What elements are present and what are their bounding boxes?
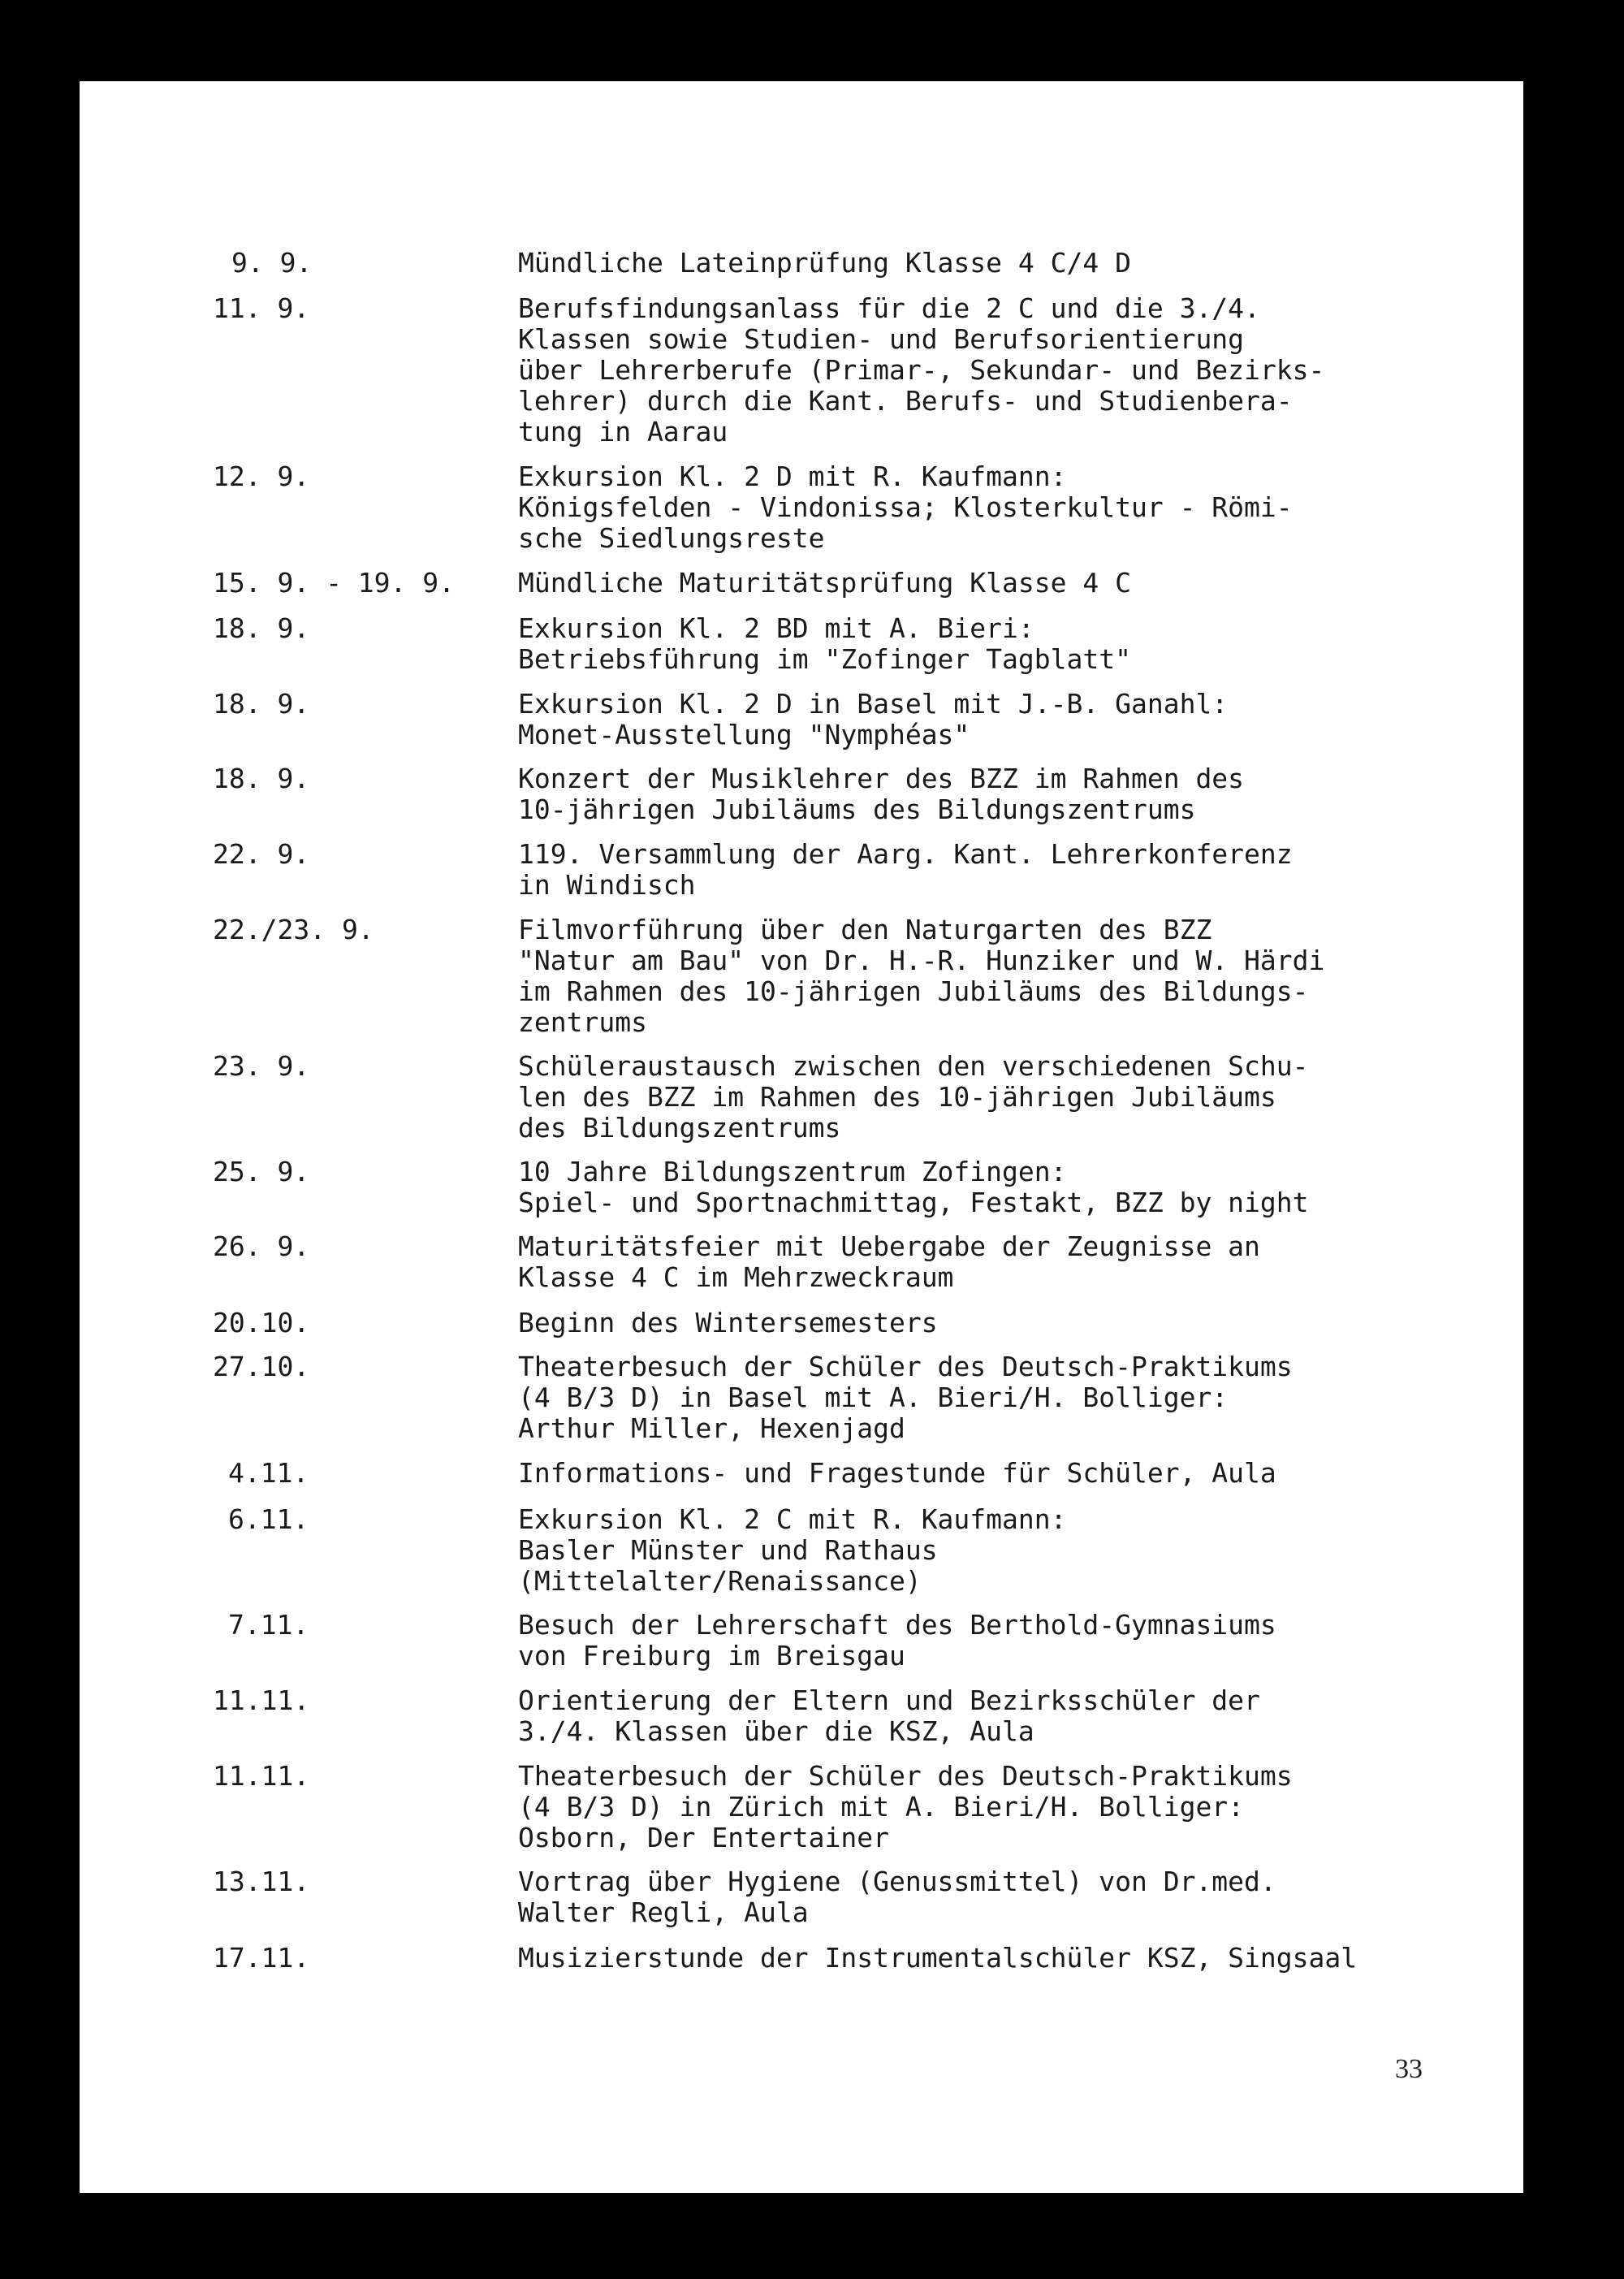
event-description: 10 Jahre Bildungszentrum Zofingen: Spiel- und Sportnachmittag, Festakt, BZZ by night xyxy=(518,1156,1309,1218)
page-number: 33 xyxy=(1395,2054,1423,2084)
event-description: Konzert der Musiklehrer des BZZ im Rahmen des 10-jährigen Jubiläums des Bildungszentrums xyxy=(518,763,1245,825)
event-date: 11. 9. xyxy=(213,292,310,324)
event-date: 20.10. xyxy=(213,1307,310,1338)
event-date: 7.11. xyxy=(228,1609,309,1641)
event-description: Beginn des Wintersemesters xyxy=(518,1307,938,1338)
event-description: Theaterbesuch der Schüler des Deutsch-Praktikums (4 B/3 D) in Zürich mit A. Bieri/H. Bolliger: Osborn, Der Entertainer xyxy=(518,1760,1293,1853)
event-date: 13.11. xyxy=(213,1866,310,1897)
event-date: 15. 9. - 19. 9. xyxy=(213,567,456,599)
event-date: 9. 9. xyxy=(231,247,313,279)
event-date: 22. 9. xyxy=(213,838,310,870)
event-description: Orientierung der Eltern und Bezirksschüler der 3./4. Klassen über die KSZ, Aula xyxy=(518,1684,1260,1747)
event-description: Exkursion Kl. 2 C mit R. Kaufmann: Basler Münster und Rathaus (Mittelalter/Renaissance) xyxy=(518,1503,1067,1597)
event-description: Berufsfindungsanlass für die 2 C und die 3./4. Klassen sowie Studien- und Berufsorientierung über Lehrerberufe (Primar-, Sekundar- und Bezirks- lehrer) durch die Kant. Berufs- und Studienbera- tung in Aarau xyxy=(518,292,1325,448)
event-date: 17.11. xyxy=(213,1942,310,1974)
event-date: 12. 9. xyxy=(213,461,310,492)
event-description: Vortrag über Hygiene (Genussmittel) von Dr.med. Walter Regli, Aula xyxy=(518,1866,1276,1928)
event-description: Musizierstunde der Instrumentalschüler KSZ, Singsaal xyxy=(518,1942,1358,1974)
event-date: 27.10. xyxy=(213,1351,310,1382)
event-date: 25. 9. xyxy=(213,1156,310,1187)
event-date: 23. 9. xyxy=(213,1050,310,1082)
event-date: 4.11. xyxy=(228,1457,309,1489)
event-description: Schüleraustausch zwischen den verschiedenen Schu- len des BZZ im Rahmen des 10-jährigen Jubiläums des Bildungszentrums xyxy=(518,1050,1309,1144)
event-description: 119. Versammlung der Aarg. Kant. Lehrerkonferenz in Windisch xyxy=(518,838,1293,901)
event-description: Mündliche Maturitätsprüfung Klasse 4 C xyxy=(518,567,1131,599)
event-date: 18. 9. xyxy=(213,763,310,794)
event-description: Mündliche Lateinprüfung Klasse 4 C/4 D xyxy=(518,247,1131,279)
event-description: Besuch der Lehrerschaft des Berthold-Gymnasiums von Freiburg im Breisgau xyxy=(518,1609,1276,1671)
event-date: 22./23. 9. xyxy=(213,914,374,945)
event-description: Exkursion Kl. 2 BD mit A. Bieri: Betriebsführung im "Zofinger Tagblatt" xyxy=(518,612,1131,675)
document-page xyxy=(80,81,1523,2193)
event-date: 26. 9. xyxy=(213,1230,310,1262)
event-list xyxy=(80,81,1523,2193)
event-date: 18. 9. xyxy=(213,612,310,644)
event-description: Exkursion Kl. 2 D in Basel mit J.-B. Ganahl: Monet-Ausstellung "Nymphéas" xyxy=(518,688,1229,750)
event-description: Maturitätsfeier mit Uebergabe der Zeugnisse an Klasse 4 C im Mehrzweckraum xyxy=(518,1230,1260,1293)
event-description: Theaterbesuch der Schüler des Deutsch-Praktikums (4 B/3 D) in Basel mit A. Bieri/H. Bolliger: Arthur Miller, Hexenjagd xyxy=(518,1351,1293,1444)
event-description: Exkursion Kl. 2 D mit R. Kaufmann: Königsfelden - Vindonissa; Klosterkultur - Römi- sche Siedlungsreste xyxy=(518,461,1293,554)
event-date: 18. 9. xyxy=(213,688,310,720)
event-date: 6.11. xyxy=(228,1503,309,1535)
event-date: 11.11. xyxy=(213,1684,310,1716)
event-description: Informations- und Fragestunde für Schüler, Aula xyxy=(518,1457,1276,1489)
event-description: Filmvorführung über den Naturgarten des BZZ "Natur am Bau" von Dr. H.-R. Hunziker und W. Härdi im Rahmen des 10-jährigen Jubiläums des Bildungs- zentrums xyxy=(518,914,1325,1038)
event-date: 11.11. xyxy=(213,1760,310,1792)
